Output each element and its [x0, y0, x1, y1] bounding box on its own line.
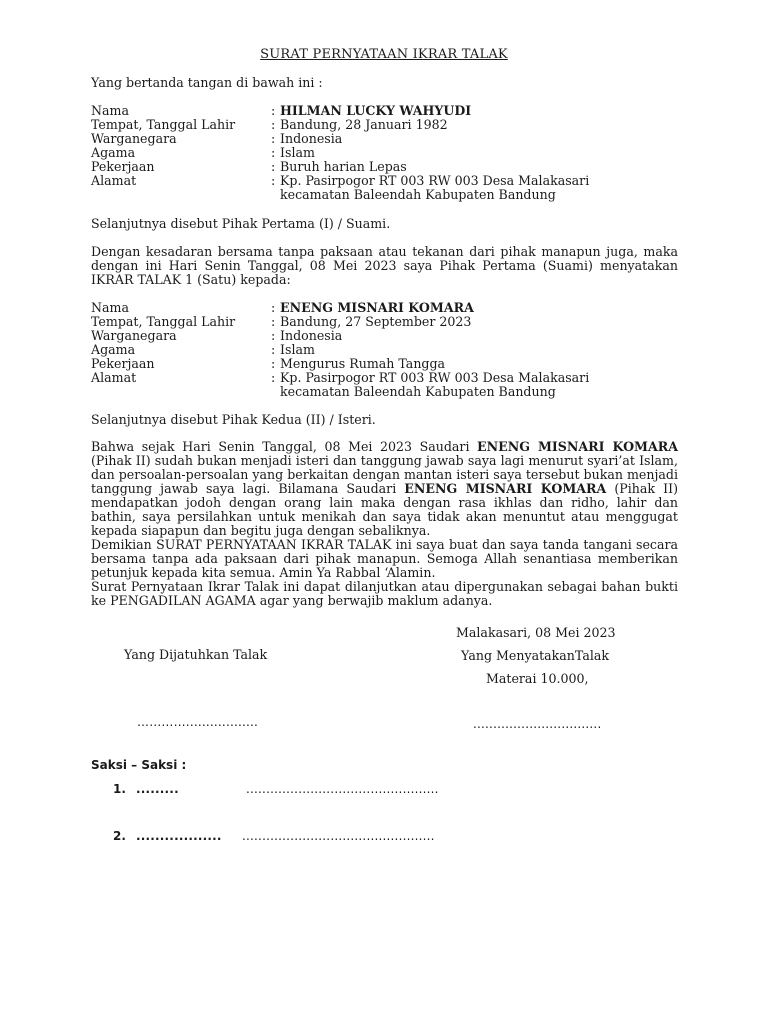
second-party-row-alamat-cont: [91, 385, 691, 399]
first-party-note: Selanjutnya disebut Pihak Pertama (I) / Suami.: [91, 216, 391, 231]
body-p1-name-2: ENENG MISNARI KOMARA: [404, 481, 607, 496]
colon: :: [271, 370, 276, 385]
witness-1-name-line: .........: [136, 782, 179, 796]
first-party-row-alamat: [91, 174, 691, 188]
label-pekerjaan: Pekerjaan: [91, 159, 155, 174]
first-party-warganegara: Indonesia: [280, 131, 343, 146]
second-party-block: [91, 301, 691, 399]
label-ttl: Tempat, Tanggal Lahir: [91, 314, 236, 329]
second-party-warganegara: Indonesia: [280, 328, 343, 343]
colon: :: [271, 314, 276, 329]
second-party-row-agama: [91, 343, 691, 357]
witness-heading: Saksi – Saksi :: [91, 758, 187, 772]
label-agama: Agama: [91, 342, 136, 357]
colon: :: [271, 342, 276, 357]
second-party-alamat-line1: Kp. Pasirpogor RT 003 RW 003 Desa Malakasari: [280, 370, 590, 385]
colon: :: [271, 159, 276, 174]
body-p1-text-a: Bahwa sejak Hari Senin Tanggal, 08 Mei 2023 Saudari: [91, 439, 478, 454]
witness-1-number: 1.: [113, 782, 126, 796]
colon: :: [271, 356, 276, 371]
second-party-nama: ENENG MISNARI KOMARA: [280, 300, 474, 315]
first-party-row-agama: [91, 146, 691, 160]
second-party-note: Selanjutnya disebut Pihak Kedua (II) / Isteri.: [91, 412, 376, 427]
first-party-row-nama: [91, 104, 691, 118]
colon: :: [271, 117, 276, 132]
witness-1-signature-line: ................................................: [246, 782, 439, 796]
first-party-block: [91, 104, 691, 202]
label-alamat: Alamat: [91, 173, 137, 188]
first-party-row-pekerjaan: [91, 160, 691, 174]
left-signature-line: …………..................: [137, 715, 259, 729]
document-title: SURAT PERNYATAAN IKRAR TALAK: [260, 47, 508, 62]
body-paragraph-1: [91, 440, 678, 538]
body-p1-name: ENENG MISNARI KOMARA: [477, 439, 678, 454]
place-date: Malakasari, 08 Mei 2023: [456, 625, 616, 640]
label-pekerjaan: Pekerjaan: [91, 356, 155, 371]
left-signatory-label: Yang Dijatuhkan Talak: [124, 647, 268, 662]
materai-label: Materai 10.000,: [486, 671, 589, 686]
first-party-row-alamat-cont: [91, 188, 691, 202]
second-party-row-warganegara: [91, 329, 691, 343]
colon: :: [271, 103, 276, 118]
body-p1-text-b: (Pihak II) sudah bukan menjadi isteri dan tanggung jawab saya lagi menurut syari’at Islam, dan persoalan-persoalan yang berkaitan dengan mantan isteri saya tersebut bukan menjadi tanggung jawab saya lagi. Bilamana Saudari: [91, 453, 678, 496]
declaration-paragraph: Dengan kesadaran bersama tanpa paksaan atau tekanan dari pihak manapun juga, maka dengan ini Hari Senin Tanggal, 08 Mei 2023 saya Pihak Pertama (Suami) menyatakan IKRAR TALAK 1 (Satu) kepada:: [91, 244, 678, 287]
first-party-alamat-line2: kecamatan Baleendah Kabupaten Bandung: [280, 187, 556, 202]
second-party-ttl: Bandung, 27 September 2023: [280, 314, 472, 329]
label-agama: Agama: [91, 145, 136, 160]
colon: :: [271, 145, 276, 160]
witness-2-number: 2.: [113, 829, 126, 843]
first-party-row-warganegara: [91, 132, 691, 146]
second-party-row-nama: [91, 301, 691, 315]
label-ttl: Tempat, Tanggal Lahir: [91, 117, 236, 132]
second-party-row-alamat: [91, 371, 691, 385]
second-party-agama: Islam: [280, 342, 315, 357]
colon: :: [271, 131, 276, 146]
second-party-alamat-line2: kecamatan Baleendah Kabupaten Bandung: [280, 384, 556, 399]
first-party-pekerjaan: Buruh harian Lepas: [280, 159, 407, 174]
right-signatory-label: Yang MenyatakanTalak: [461, 648, 610, 663]
body-paragraph-3: Surat Pernyataan Ikrar Talak ini dapat dilanjutkan atau dipergunakan sebagai bahan bukti ke PENGADILAN AGAMA agar yang berwajib maklum adanya.: [91, 579, 678, 608]
colon: :: [271, 173, 276, 188]
first-party-nama: HILMAN LUCKY WAHYUDI: [280, 103, 472, 118]
label-alamat: Alamat: [91, 370, 137, 385]
witness-2-name-line: ..................: [136, 829, 222, 843]
colon: :: [271, 300, 276, 315]
second-party-pekerjaan: Mengurus Rumah Tangga: [280, 356, 446, 371]
body-text: [91, 440, 678, 608]
second-party-row-ttl: [91, 315, 691, 329]
label-nama: Nama: [91, 300, 129, 315]
body-paragraph-2: Demikian SURAT PERNYATAAN IKRAR TALAK ini saya buat dan saya tanda tangani secara bersama tanpa ada paksaan dari pihak manapun. Semoga Allah senantiasa memberikan petunjuk kepada kita semua. Amin Ya Rabbal ‘Alamin.: [91, 537, 678, 580]
body-p1-text-c: (Pihak II) mendapatkan jodoh dengan orang lain maka dengan rasa ikhlas dan ridho, lahir dan bathin, saya persilahkan untuk menikah dan saya tidak akan menuntut atau menggugat kepada siapapun dan begitu juga dengan sebaliknya.: [91, 481, 678, 538]
first-party-alamat-line1: Kp. Pasirpogor RT 003 RW 003 Desa Malakasari: [280, 173, 590, 188]
first-party-ttl: Bandung, 28 Januari 1982: [280, 117, 448, 132]
first-party-row-ttl: [91, 118, 691, 132]
right-signature-line: ................................: [473, 717, 602, 731]
colon: :: [271, 328, 276, 343]
first-party-agama: Islam: [280, 145, 315, 160]
label-warganegara: Warganegara: [91, 328, 177, 343]
label-warganegara: Warganegara: [91, 131, 177, 146]
second-party-row-pekerjaan: [91, 357, 691, 371]
witness-2-signature-line: ................................................: [242, 829, 435, 843]
label-nama: Nama: [91, 103, 129, 118]
intro-text: Yang bertanda tangan di bawah ini :: [91, 75, 323, 90]
